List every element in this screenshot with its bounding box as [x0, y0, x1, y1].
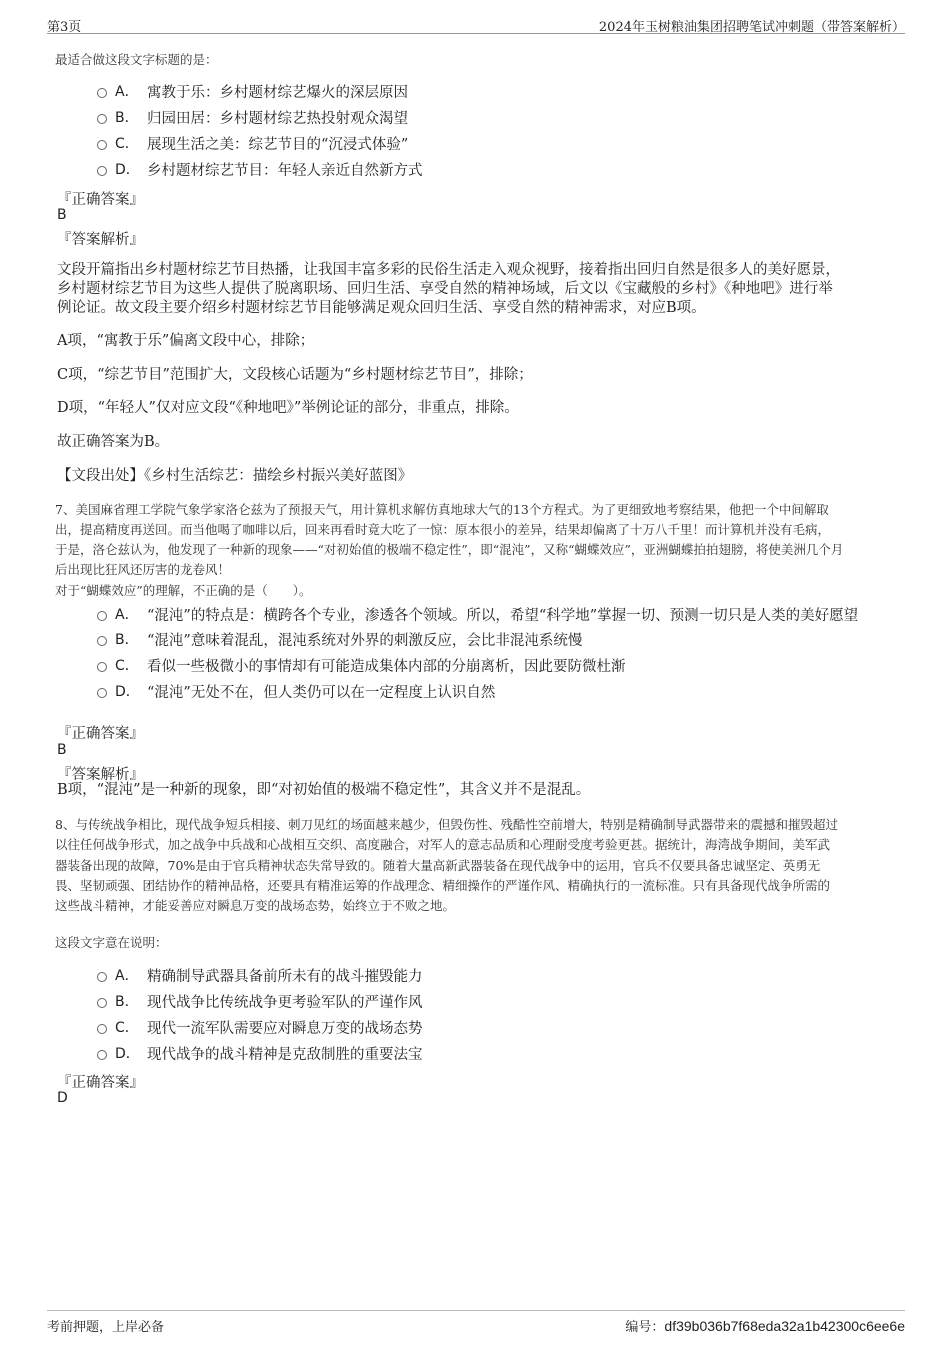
- q6-analysis-line: 乡村题材综艺节目为这些人提供了脱离职场、回归生活、享受自然的精神场域，后文以《宝藏般的乡村》《种地吧》进行举: [57, 281, 833, 297]
- q6-analysis-label: 『答案解析』: [57, 232, 144, 248]
- q8-stem-line: 8、与传统战争相比，现代战争短兵相接、刺刀见红的场面越来越少，但毁伤性、残酷性空前增大，特别是精确制导武器带来的震撼和摧毁超过: [55, 817, 838, 832]
- option-letter: A．: [115, 84, 139, 100]
- option-letter: D．: [115, 162, 140, 178]
- radio-icon[interactable]: [97, 166, 107, 176]
- q6-source: 【文段出处】《乡村生活综艺：描绘乡村振兴美好蓝图》: [57, 468, 413, 484]
- radio-icon[interactable]: [97, 972, 107, 982]
- q7-stem-line: 出，提高精度再送回。而当他喝了咖啡以后，回来再看时竟大吃了一惊：原本很小的差异，结果却偏离了十万八千里！而计算机并没有毛病，: [55, 522, 831, 537]
- option-text: 现代一流军队需要应对瞬息万变的战场态势: [147, 1020, 423, 1037]
- q7-analysis-label: 『答案解析』: [57, 767, 144, 783]
- q6-note-a: A项，“寓教于乐”偏离文段中心，排除；: [57, 333, 315, 349]
- q8-prompt: 这段文字意在说明：: [55, 935, 168, 950]
- option-letter: C．: [115, 658, 139, 674]
- q8-answer-label: 『正确答案』: [57, 1075, 144, 1091]
- radio-icon[interactable]: [97, 114, 107, 124]
- option-text: 精确制导武器具备前所未有的战斗摧毁能力: [147, 968, 423, 985]
- q7-option-d[interactable]: [97, 680, 495, 702]
- q6-option-c[interactable]: [97, 132, 408, 154]
- option-letter: A．: [115, 968, 139, 984]
- option-letter: C．: [115, 1020, 139, 1036]
- q7-stem-line: 于是，洛仑兹认为，他发现了一种新的现象——“对初始值的极端不稳定性”，即“混沌”，又称“蝴蝶效应”，亚洲蝴蝶拍拍翅膀，将使美洲几个月: [55, 542, 844, 557]
- q8-option-a[interactable]: [97, 964, 423, 986]
- option-text: 寓教于乐：乡村题材综艺爆火的深层原因: [147, 84, 408, 101]
- q6-answer: B: [57, 207, 67, 223]
- option-text: 现代战争的战斗精神是克敌制胜的重要法宝: [147, 1046, 423, 1063]
- option-letter: B．: [115, 994, 139, 1010]
- option-text: 归园田居：乡村题材综艺热投射观众渴望: [147, 110, 408, 127]
- radio-icon[interactable]: [97, 688, 107, 698]
- page-header: [47, 14, 905, 34]
- option-text: “混沌”无处不在，但人类仍可以在一定程度上认识自然: [147, 684, 496, 701]
- q6-note-c: C项，“综艺节目”范围扩大，文段核心话题为“乡村题材综艺节目”，排除；: [57, 367, 533, 383]
- q7-analysis: B项，“混沌”是一种新的现象，即“对初始值的极端不稳定性”，其含义并不是混乱。: [57, 782, 591, 798]
- q6-answer-label: 『正确答案』: [57, 192, 144, 208]
- code-label: 编号：: [625, 1320, 665, 1335]
- footer-slogan: 考前押题，上岸必备: [47, 1320, 165, 1335]
- radio-icon[interactable]: [97, 140, 107, 150]
- q6-analysis-line: 例论证。故文段主要介绍乡村题材综艺节目能够满足观众回归生活、享受自然的精神需求，对应B项。: [57, 300, 706, 316]
- q8-stem-line: 器装备出现的故障，70%是由于官兵精神状态失常导致的。随着大量高新武器装备在现代战争中的运用，官兵不仅要具备忠诚坚定、英勇无: [55, 858, 821, 873]
- option-letter: B．: [115, 632, 139, 648]
- q7-answer: B: [57, 742, 67, 758]
- radio-icon[interactable]: [97, 662, 107, 672]
- option-text: 乡村题材综艺节目：年轻人亲近自然新方式: [147, 162, 423, 179]
- option-text: “混沌”的特点是：横跨各个专业，渗透各个领域。所以，希望“科学地”掌握一切、预测一切只是人类的美好愿望: [147, 607, 859, 624]
- code-value: df39b036b7f68eda32a1b42300c6ee6e: [664, 1318, 905, 1334]
- q8-option-d[interactable]: [97, 1042, 423, 1064]
- q8-stem-line: 畏、坚韧顽强、团结协作的精神品格，还要具有精准运筹的作战理念、精细操作的严谨作风、精确执行的一流标准。只有具备现代战争所需的: [55, 878, 831, 893]
- q8-answer: D: [57, 1090, 68, 1106]
- option-text: 现代战争比传统战争更考验军队的严谨作风: [147, 994, 423, 1011]
- q7-option-c[interactable]: [97, 654, 626, 676]
- q7-prompt: 对于“蝴蝶效应”的理解，不正确的是（ ）。: [55, 583, 312, 598]
- radio-icon[interactable]: [97, 998, 107, 1008]
- option-letter: B．: [115, 110, 139, 126]
- q6-analysis-line: 文段开篇指出乡村题材综艺节目热播，让我国丰富多彩的民俗生活走入观众视野，接着指出回归自然是很多人的美好愿景，: [57, 262, 840, 278]
- radio-icon[interactable]: [97, 636, 107, 646]
- radio-icon[interactable]: [97, 1050, 107, 1060]
- q7-option-b[interactable]: [97, 628, 582, 650]
- q7-option-a[interactable]: [97, 603, 858, 625]
- radio-icon[interactable]: [97, 88, 107, 98]
- option-text: 看似一些极微小的事情却有可能造成集体内部的分崩离析，因此要防微杜渐: [147, 658, 626, 675]
- option-letter: D．: [115, 1046, 140, 1062]
- q8-option-c[interactable]: [97, 1016, 423, 1038]
- q6-prompt: 最适合做这段文字标题的是：: [55, 52, 218, 67]
- option-letter: D．: [115, 684, 140, 700]
- page-number: 第3页: [47, 20, 82, 35]
- q6-note-d: D项，“年轻人”仅对应文段“《种地吧》”举例论证的部分，非重点，排除。: [57, 400, 519, 416]
- option-text: 展现生活之美：综艺节目的“沉浸式体验”: [147, 136, 409, 153]
- option-text: “混沌”意味着混乱，混沌系统对外界的刺激反应，会比非混沌系统慢: [147, 632, 583, 649]
- q6-option-b[interactable]: [97, 106, 408, 128]
- radio-icon[interactable]: [97, 611, 107, 621]
- q7-stem-line: 7、美国麻省理工学院气象学家洛仑兹为了预报天气，用计算机求解仿真地球大气的13个方程式。为了更细致地考察结果，他把一个中间解取: [55, 502, 829, 517]
- document-title: 2024年玉树粮油集团招聘笔试冲刺题（带答案解析）: [598, 20, 905, 35]
- option-letter: A．: [115, 607, 139, 623]
- q8-stem-line: 这些战斗精神，才能妥善应对瞬息万变的战场态势，始终立于不败之地。: [55, 898, 456, 913]
- q6-conclusion: 故正确答案为B。: [57, 434, 170, 450]
- q6-option-a[interactable]: [97, 80, 408, 102]
- q8-option-b[interactable]: [97, 990, 423, 1012]
- page-footer: [47, 1310, 905, 1338]
- radio-icon[interactable]: [97, 1024, 107, 1034]
- q7-stem-line: 后出现比狂风还厉害的龙卷风！: [55, 562, 231, 577]
- q8-stem-line: 以往任何战争形式，加之战争中兵战和心战相互交织、高度融合，对军人的意志品质和心理耐受度考验更甚。据统计，海湾战争期间，美军武: [55, 837, 831, 852]
- option-letter: C．: [115, 136, 139, 152]
- q7-answer-label: 『正确答案』: [57, 726, 144, 742]
- q6-option-d[interactable]: [97, 158, 423, 180]
- document-code: [625, 1316, 905, 1335]
